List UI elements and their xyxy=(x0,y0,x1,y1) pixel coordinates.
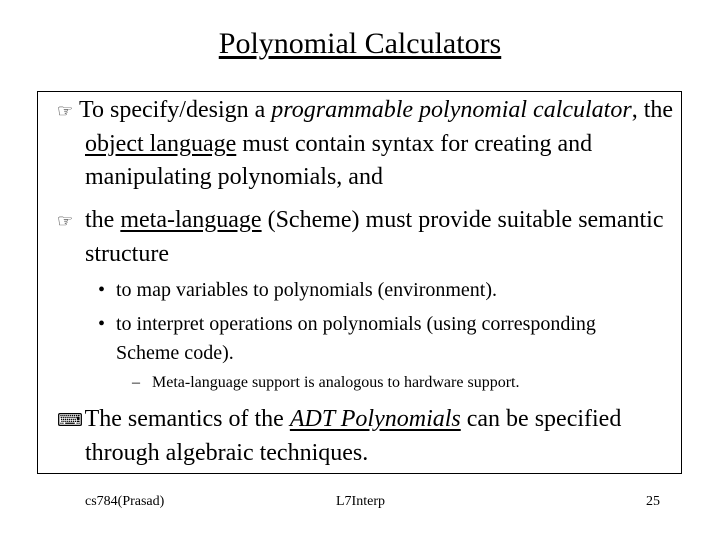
adt-polynomials-term: ADT Polynomials xyxy=(289,406,461,432)
keyboard-icon: ⌨ xyxy=(57,410,83,430)
bullet-1: ☞ To specify/design a programmable polynomial calculator, the object language must contain syntax for creating and manipulating polynomials, and xyxy=(57,97,674,190)
bullet-dot-icon: • xyxy=(98,279,106,301)
object-language-term: object language xyxy=(85,131,237,157)
footer-lecture: L7Interp xyxy=(336,494,385,509)
pointing-hand-icon: ☞ xyxy=(57,211,74,231)
sub-sub-bullet: – Meta-language support is analogous to hardware support. xyxy=(152,372,519,394)
sub-bullet-2: • to interpret operations on polynomials (using corresponding Scheme code). xyxy=(116,310,636,368)
slide-title: Polynomial Calculators xyxy=(218,27,502,60)
bullet-dot-icon: • xyxy=(98,313,106,335)
meta-language-term: meta-language xyxy=(120,207,262,233)
bullet-2: ☞ the meta-language (Scheme) must provide suitable semantic structure xyxy=(57,207,664,267)
page-number: 25 xyxy=(646,494,660,509)
italic-phrase: programmable polynomial calculator xyxy=(271,97,632,123)
sub-bullet-1: • to map variables to polynomials (environment). xyxy=(116,276,636,305)
bullet-3: ⌨ The semantics of the ADT Polynomials can be specified through algebraic techniques. xyxy=(57,406,622,466)
pointing-hand-icon: ☞ xyxy=(57,101,74,121)
footer-author: cs784(Prasad) xyxy=(85,494,165,509)
dash-icon: – xyxy=(132,374,140,391)
